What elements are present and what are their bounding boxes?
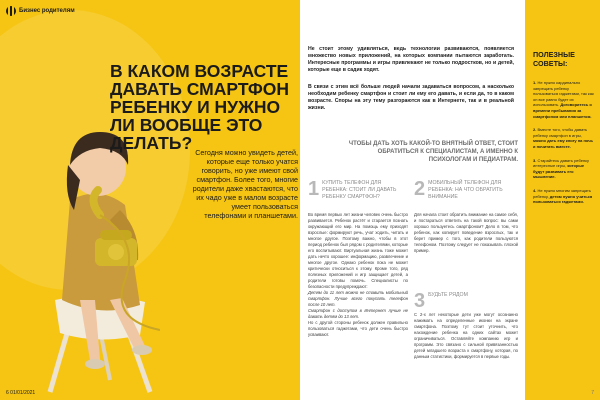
- section-1-heading: [308, 180, 408, 201]
- right-page: [300, 0, 525, 400]
- sidebar-heading: ПОЛЕЗНЫЕ СОВЕТЫ:: [533, 50, 575, 68]
- tip-bold-text: детям нужно учиться пользоваться гаджетами.: [533, 193, 593, 205]
- tip-bold-text: Договоритесь о времени пребывания за смартфоном или планшетом.: [533, 102, 592, 119]
- tips-sidebar: [525, 0, 600, 400]
- pull-quote: ЧТОБЫ ДАТЬ ХОТЬ КАКОЙ-ТО ВНЯТНЫЙ ОТВЕТ, СТОИТ ОБРАТИТЬСЯ К СПЕЦИАЛИСТАМ, А ИМЕННО К ПСИХОЛОГАМ И ПЕДИАТРАМ.: [348, 141, 518, 163]
- column-1-body-2: Но с другой стороны ребенок должен правильно пользоваться гаджетами, что дети очень быстро усваивают.: [308, 320, 408, 337]
- section-title: МОБИЛЬНЫЙ ТЕЛЕФОН ДЛЯ РЕБЕНКА: НА ЧТО ОБРАТИТЬ ВНИМАНИЕ: [428, 180, 503, 200]
- tip-item: [533, 158, 595, 180]
- section-title: КУПИТЬ ТЕЛЕФОН ДЛЯ РЕБЕНКА: СТОИТ ЛИ ДАВАТЬ РЕБЕНКУ СМАРТФОН?: [322, 180, 397, 200]
- article-title: В КАКОМ ВОЗРАСТЕ ДАВАТЬ СМАРТФОН РЕБЕНКУ И НУЖНО ЛИ ВООБЩЕ ЭТО ДЕЛАТЬ?: [110, 61, 290, 153]
- column-2-text-section-3: С 2-х лет некоторые дети уже могут осознанно нажимать на определенные иконки на экране смартфона. Поэтому тут стоит уточнить, что нахождение ребенка на одних сайтах может ограничиваться. Оставляйте компанию игр и программ. Это связано с сильной привязанностью детей младшего возраста к смартфону, которая, по данным статистики, формируется в первые годы.: [414, 312, 518, 359]
- tip-text: Старайтесь давать ребенку интересные игры,: [533, 157, 589, 169]
- column-2-text: Для начала стоит обратить внимание на самое себя, и постараться ответить на такой вопрос: вы сами хорошо пользуетесь смартфоном? Дело в том, что ребенок, как копирует поведение взрослых, так и берет пример с того, как родители пользуются телефоном. Поэтому следует не показывать плохой пример.: [414, 212, 518, 253]
- column-1-body: Во время первых лет жизни человек очень быстро развивается. Ребенок растёт и старается познать окружающий его мир. На помощь ему приходят взрослые: формируют речь, учат ходить, читать и многое другое. Поэтому важно, чтобы в этот период ребенок был рядом с родителями, которые его воспитывают. Виртуальная жизнь тоже может дать нечто хорошее: информацию, развлечение и многое другое. Однако ребенок пока не может критически относиться к этому. Кроме того, ряд полезных приложений и игр защищает детей, а родители готовы помочь. Специалисты по безопасности предупреждают:: [308, 212, 408, 289]
- tip-text: Не нужно кардинально запрещать ребенку пользоваться гаджетами, так как он все равно будет их использовать.: [533, 80, 594, 108]
- column-1-bullet-1: Детям до 11 лет можно не ставить мобильный смартфон. Лучше всего покупать телефон после 10 лет.: [308, 290, 408, 307]
- tip-text: Вместе того, чтобы давать ребенку смартфон в игры,: [533, 127, 588, 138]
- section-number: 1: [308, 178, 320, 200]
- tip-number: 3.: [533, 157, 537, 163]
- section-2-heading: [414, 180, 514, 201]
- page-footer-left: 6 01/01/2021: [6, 390, 36, 396]
- page-number-right: 7: [591, 390, 594, 396]
- intro-paragraph-2: В связи с этим всё больше людей начали задаваться вопросом, а насколько необходим ребенку смартфон и стоит ли ему его давать, и если да, то в каком возрасте. Споры на эту тему разгораются как в Интернете, так и в реальной жизни.: [308, 84, 514, 111]
- intro-paragraph-1: Не стоит этому удивляться, ведь технологии развиваются, появляется множество новых приложений, на которых компании пытаются заработать. Интересные программы и игры привлекают не только подростков, но и детей, которые еще в садик ходят.: [308, 46, 514, 73]
- tip-item: [533, 188, 595, 205]
- column-1-bullet-2: Смартфон с доступом в Интернет лучше не давать детям до 13 лет.: [308, 308, 408, 319]
- magazine-header: [6, 6, 75, 16]
- tip-text: Не нужно многим запрещать ребенку,: [533, 187, 591, 199]
- section-number: 3: [414, 290, 426, 312]
- article-lead: Сегодня можно увидеть детей, которые еще только учатся говорить, но уже имеют свой смартфон. Более того, многие родители даже хвастаются, что их чадо уже в малом возрасте умеет пользоваться телефонами и планшетами.: [192, 148, 298, 220]
- tip-bold-text: которые будут развивать его мышление.: [533, 163, 585, 180]
- section-title: БУДЬТЕ РЯДОМ: [428, 292, 468, 298]
- tip-item: [533, 127, 595, 149]
- section-number: 2: [414, 178, 426, 200]
- column-1-text: [308, 212, 408, 338]
- header-text: Бизнес родителям: [19, 8, 75, 14]
- tip-number: 4.: [533, 187, 537, 193]
- tip-bold-text: можно дать ему книгу на ночь и почитать вместе.: [533, 138, 593, 149]
- tip-item: [533, 80, 595, 119]
- tips-list: [533, 80, 595, 213]
- tip-number: 2.: [533, 127, 537, 133]
- section-3-heading: [414, 292, 514, 310]
- bee-logo-icon: [6, 6, 16, 16]
- tip-number: 1.: [533, 80, 537, 85]
